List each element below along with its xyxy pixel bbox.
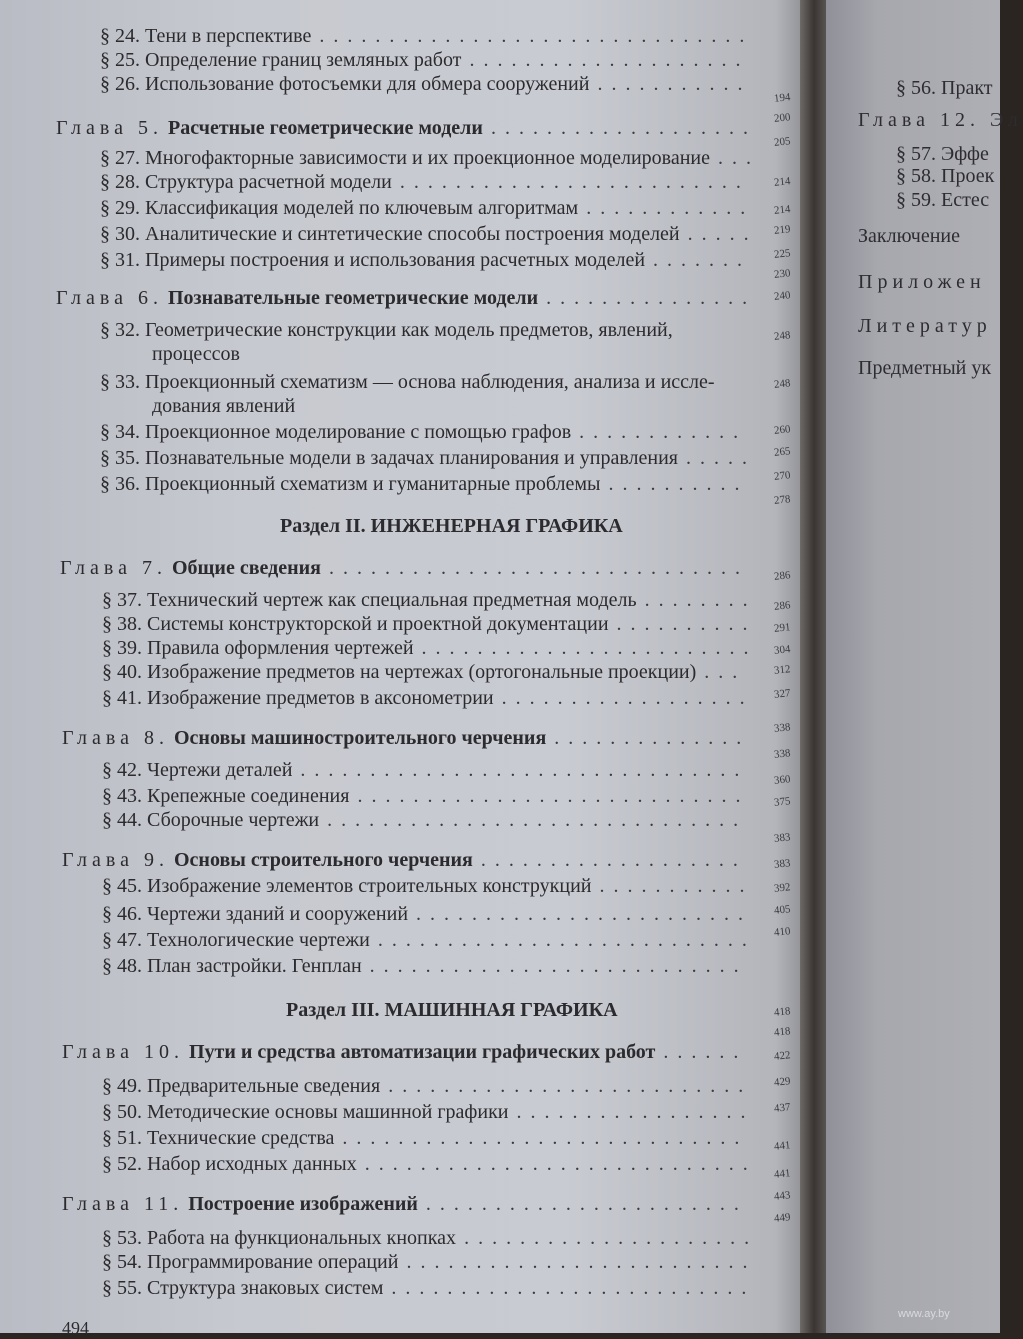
toc-page-number: 286 — [773, 599, 792, 613]
toc-entry — [102, 928, 370, 952]
toc-page-number: 312 — [773, 663, 792, 677]
toc-entry-label: § 35. Познавательные модели в задачах планирования и управления — [100, 447, 678, 469]
toc-entry-continuation — [152, 342, 240, 366]
toc-page-number: 392 — [773, 881, 792, 895]
toc-page-number: 265 — [773, 445, 792, 459]
toc-entry — [102, 954, 362, 978]
toc-entry-continuation — [152, 394, 295, 418]
toc-entry-label: § 26. Использование фотосъемки для обмера сооружений — [100, 73, 590, 95]
dot-leader: .......................... — [388, 1075, 753, 1097]
toc-entry — [102, 1126, 334, 1150]
dot-leader: .................. — [501, 687, 754, 709]
dot-leader: ........................ — [416, 903, 753, 925]
chapter-title: Основы строительного черчения — [168, 849, 473, 871]
toc-entry-label: § 53. Работа на функциональных кнопках — [102, 1227, 457, 1249]
toc-entry-label: § 40. Изображение предметов на чертежах (ортогональные проекции) — [102, 661, 697, 683]
toc-entry — [102, 686, 494, 710]
toc-entry — [100, 72, 589, 96]
dot-leader: ......................... — [399, 171, 750, 193]
toc-entry-label: дования явлений — [152, 395, 296, 417]
toc-page-number: 410 — [773, 925, 792, 939]
toc-page-number: 383 — [773, 831, 792, 845]
toc-chapter-heading — [62, 1040, 655, 1064]
toc-chapter-heading — [56, 286, 538, 310]
toc-entry-label: § 50. Методические основы машинной графики — [102, 1101, 509, 1123]
toc-page-number: 443 — [773, 1189, 792, 1203]
toc-page-number: 248 — [773, 377, 792, 391]
toc-entry — [100, 48, 461, 72]
toc-entry-label: § 39. Правила оформления чертежей — [102, 637, 414, 659]
toc-entry — [102, 1250, 398, 1274]
toc-entry — [100, 370, 715, 394]
toc-entry-label: § 28. Структура расчетной модели — [100, 171, 392, 193]
dot-leader: ................... — [490, 117, 757, 139]
toc-page-number: 225 — [773, 247, 792, 261]
toc-page-number: 405 — [773, 903, 792, 917]
dot-leader: ..... — [687, 223, 758, 245]
toc-page-number: 200 — [773, 111, 792, 125]
toc-entry — [102, 1276, 383, 1300]
toc-entry — [102, 1226, 456, 1250]
toc-chapter-heading — [62, 726, 546, 750]
book-gutter — [800, 0, 828, 1333]
toc-entry-label: § 52. Набор исходных данных — [102, 1153, 357, 1175]
toc-page-number: 260 — [773, 423, 792, 437]
chapter-title: Пути и средства автоматизации графических работ — [183, 1041, 656, 1063]
toc-entry — [102, 808, 319, 832]
right-page-toc-line: § 58. Проек — [896, 165, 995, 187]
dot-leader: ............................... — [319, 25, 754, 47]
toc-page-number: 437 — [773, 1101, 792, 1115]
toc-entry-label: § 33. Проекционный схематизм — основа наблюдения, анализа и иссле- — [100, 371, 715, 393]
dot-leader: ................... — [480, 849, 747, 871]
toc-page-number: 338 — [773, 747, 792, 761]
toc-entry — [100, 24, 311, 48]
dot-leader: ... — [718, 147, 760, 169]
right-page-toc-line: Глава 12. Эл — [858, 109, 1023, 131]
toc-entry — [100, 446, 678, 470]
dot-leader: ............................ — [357, 785, 750, 807]
toc-entry — [102, 588, 637, 612]
toc-entry-label: § 31. Примеры построения и использования расчетных моделей — [100, 249, 646, 271]
chapter-title: Основы машиностроительного черчения — [168, 727, 547, 749]
toc-entry-label: § 45. Изображение элементов строительных конструкций — [102, 875, 592, 897]
toc-entry-label: § 48. План застройки. Генплан — [102, 955, 362, 977]
toc-entry-label: процессов — [152, 343, 240, 365]
dot-leader: ........ — [644, 589, 757, 611]
toc-entry — [102, 784, 349, 808]
toc-entry — [100, 170, 392, 194]
toc-entry — [102, 612, 609, 636]
toc-page-number: 214 — [773, 203, 792, 217]
toc-page-number: 422 — [773, 1049, 792, 1063]
dot-leader: ..... — [685, 447, 756, 469]
dot-leader: .......... — [616, 613, 757, 635]
toc-section-heading: Раздел III. МАШИННАЯ ГРАФИКА — [286, 999, 618, 1021]
toc-entry-label: § 24. Тени в перспективе — [100, 25, 312, 47]
dot-leader: .................... — [469, 49, 750, 71]
toc-page-number: 441 — [773, 1139, 792, 1153]
toc-page-number: 449 — [773, 1211, 792, 1225]
toc-entry — [102, 874, 591, 898]
toc-chapter-heading — [60, 556, 321, 580]
chapter-number: Глава 8. — [62, 727, 169, 749]
toc-entry-label: § 47. Технологические чертежи — [102, 929, 370, 951]
toc-page-number: 270 — [773, 469, 792, 483]
toc-entry-label: § 46. Чертежи зданий и сооружений — [102, 903, 409, 925]
toc-entry — [102, 758, 292, 782]
chapter-title: Познавательные геометрические модели — [162, 287, 539, 309]
right-page — [826, 0, 1023, 1333]
toc-page-number: 338 — [773, 721, 792, 735]
chapter-title: Расчетные геометрические модели — [162, 117, 483, 139]
toc-entry — [102, 660, 696, 684]
toc-page-number: 429 — [773, 1075, 792, 1089]
dot-leader: ........................ — [421, 637, 758, 659]
toc-page-number: 383 — [773, 857, 792, 871]
chapter-title: Построение изображений — [183, 1193, 418, 1215]
toc-entry-label: § 30. Аналитические и синтетические способы построения моделей — [100, 223, 680, 245]
toc-entry-label: § 41. Изображение предметов в аксонометрии — [102, 687, 494, 709]
right-page-toc-line: Предметный ук — [858, 357, 992, 379]
dot-leader: ...... — [663, 1041, 748, 1063]
toc-entry — [102, 1100, 509, 1124]
dot-leader: ....... — [653, 249, 752, 271]
toc-chapter-heading — [62, 848, 473, 872]
dot-leader: .......... — [608, 473, 749, 495]
toc-entry — [100, 222, 680, 246]
chapter-title: Общие сведения — [166, 557, 321, 579]
chapter-number: Глава 7. — [60, 557, 167, 579]
dot-leader: ............ — [586, 197, 755, 219]
toc-page-number: 205 — [773, 135, 792, 149]
dot-leader: ........................... — [377, 929, 756, 951]
chapter-number: Глава 11. — [62, 1193, 184, 1215]
toc-entry-label: § 54. Программирование операций — [102, 1251, 399, 1273]
dot-leader: ........... — [599, 875, 754, 897]
dot-leader: ........... — [597, 73, 752, 95]
toc-entry-label: § 55. Структура знаковых систем — [102, 1277, 384, 1299]
toc-page-number: 304 — [773, 643, 792, 657]
chapter-number: Глава 6. — [56, 287, 163, 309]
toc-page-number: 278 — [773, 493, 792, 507]
dot-leader: ... — [704, 661, 747, 683]
toc-entry-label: § 42. Чертежи деталей — [102, 759, 293, 781]
right-page-toc-line: § 57. Эффе — [896, 143, 989, 165]
toc-page-number: 291 — [773, 621, 792, 635]
dot-leader: ............................. — [342, 1127, 749, 1149]
dot-leader: .............................. — [328, 557, 749, 579]
toc-entry — [100, 248, 645, 272]
toc-entry — [102, 902, 408, 926]
dot-leader: ............................ — [364, 1153, 757, 1175]
toc-entry-label: § 43. Крепежные соединения — [102, 785, 350, 807]
toc-entry-label: § 32. Геометрические конструкции как модель предметов, явлений, — [100, 319, 673, 341]
right-page-toc-line: Приложен — [858, 271, 986, 293]
dot-leader: .............................. — [327, 809, 748, 831]
dot-leader: ............... — [546, 287, 757, 309]
toc-entry — [102, 636, 414, 660]
toc-chapter-heading — [62, 1192, 418, 1216]
toc-entry-label: § 34. Проекционное моделирование с помощью графов — [100, 421, 572, 443]
toc-page-number: 248 — [773, 329, 792, 343]
toc-entry — [100, 196, 578, 220]
toc-page-number: 418 — [773, 1025, 792, 1039]
dot-leader: ......................... — [406, 1251, 757, 1273]
toc-page-number: 327 — [773, 687, 792, 701]
dot-leader: ............ — [579, 421, 748, 443]
toc-section-heading: Раздел II. ИНЖЕНЕРНАЯ ГРАФИКА — [280, 515, 623, 537]
dot-leader: .......................... — [391, 1277, 756, 1299]
toc-entry — [100, 472, 600, 496]
toc-entry — [102, 1074, 380, 1098]
dot-leader: ..................... — [464, 1227, 759, 1249]
toc-page-number: 375 — [773, 795, 792, 809]
dot-leader: ................................ — [300, 759, 749, 781]
toc-entry-label: § 36. Проекционный схематизм и гуманитарные проблемы — [100, 473, 601, 495]
page-number-footer: 494 — [62, 1318, 89, 1338]
toc-entry-label: § 38. Системы конструкторской и проектной документации — [102, 613, 609, 635]
toc-page-number: 230 — [773, 267, 792, 281]
toc-entry — [100, 318, 673, 342]
toc-entry — [102, 1152, 357, 1176]
toc-page-number: 286 — [773, 569, 792, 583]
toc-page-number: 240 — [773, 289, 792, 303]
watermark: www.ay.by — [898, 1308, 950, 1320]
toc-entry-label: § 29. Классификация моделей по ключевым алгоритмам — [100, 197, 579, 219]
right-page-toc-line: § 56. Практ — [896, 77, 993, 99]
toc-page-number: 219 — [773, 223, 792, 237]
toc-entry-label: § 44. Сборочные чертежи — [102, 809, 320, 831]
toc-page-number: 360 — [773, 773, 792, 787]
toc-entry-label: § 25. Определение границ земляных работ — [100, 49, 462, 71]
right-page-toc-line: Литератур — [858, 315, 992, 337]
dot-leader: .............. — [554, 727, 751, 749]
toc-page-number: 418 — [773, 1005, 792, 1019]
chapter-number: Глава 10. — [62, 1041, 184, 1063]
chapter-number: Глава 5. — [56, 117, 163, 139]
toc-page-number: 214 — [773, 175, 792, 189]
toc-entry-label: § 51. Технические средства — [102, 1127, 335, 1149]
dot-leader: ................. — [516, 1101, 755, 1123]
chapter-number: Глава 9. — [62, 849, 169, 871]
toc-entry-label: § 27. Многофакторные зависимости и их проекционное моделирование — [100, 147, 710, 169]
toc-chapter-heading — [56, 116, 483, 140]
right-page-toc-line: Заключение — [858, 225, 960, 247]
toc-entry-label: § 49. Предварительные сведения — [102, 1075, 381, 1097]
toc-page-number: 194 — [773, 91, 792, 105]
toc-entry — [100, 146, 710, 170]
toc-page-number: 441 — [773, 1167, 792, 1181]
dot-leader: ....................... — [425, 1193, 748, 1215]
right-page-toc-line: § 59. Естес — [896, 189, 990, 211]
dot-leader: ........................... — [369, 955, 748, 977]
toc-entry — [100, 420, 571, 444]
toc-entry-label: § 37. Технический чертеж как специальная предметная модель — [102, 589, 637, 611]
